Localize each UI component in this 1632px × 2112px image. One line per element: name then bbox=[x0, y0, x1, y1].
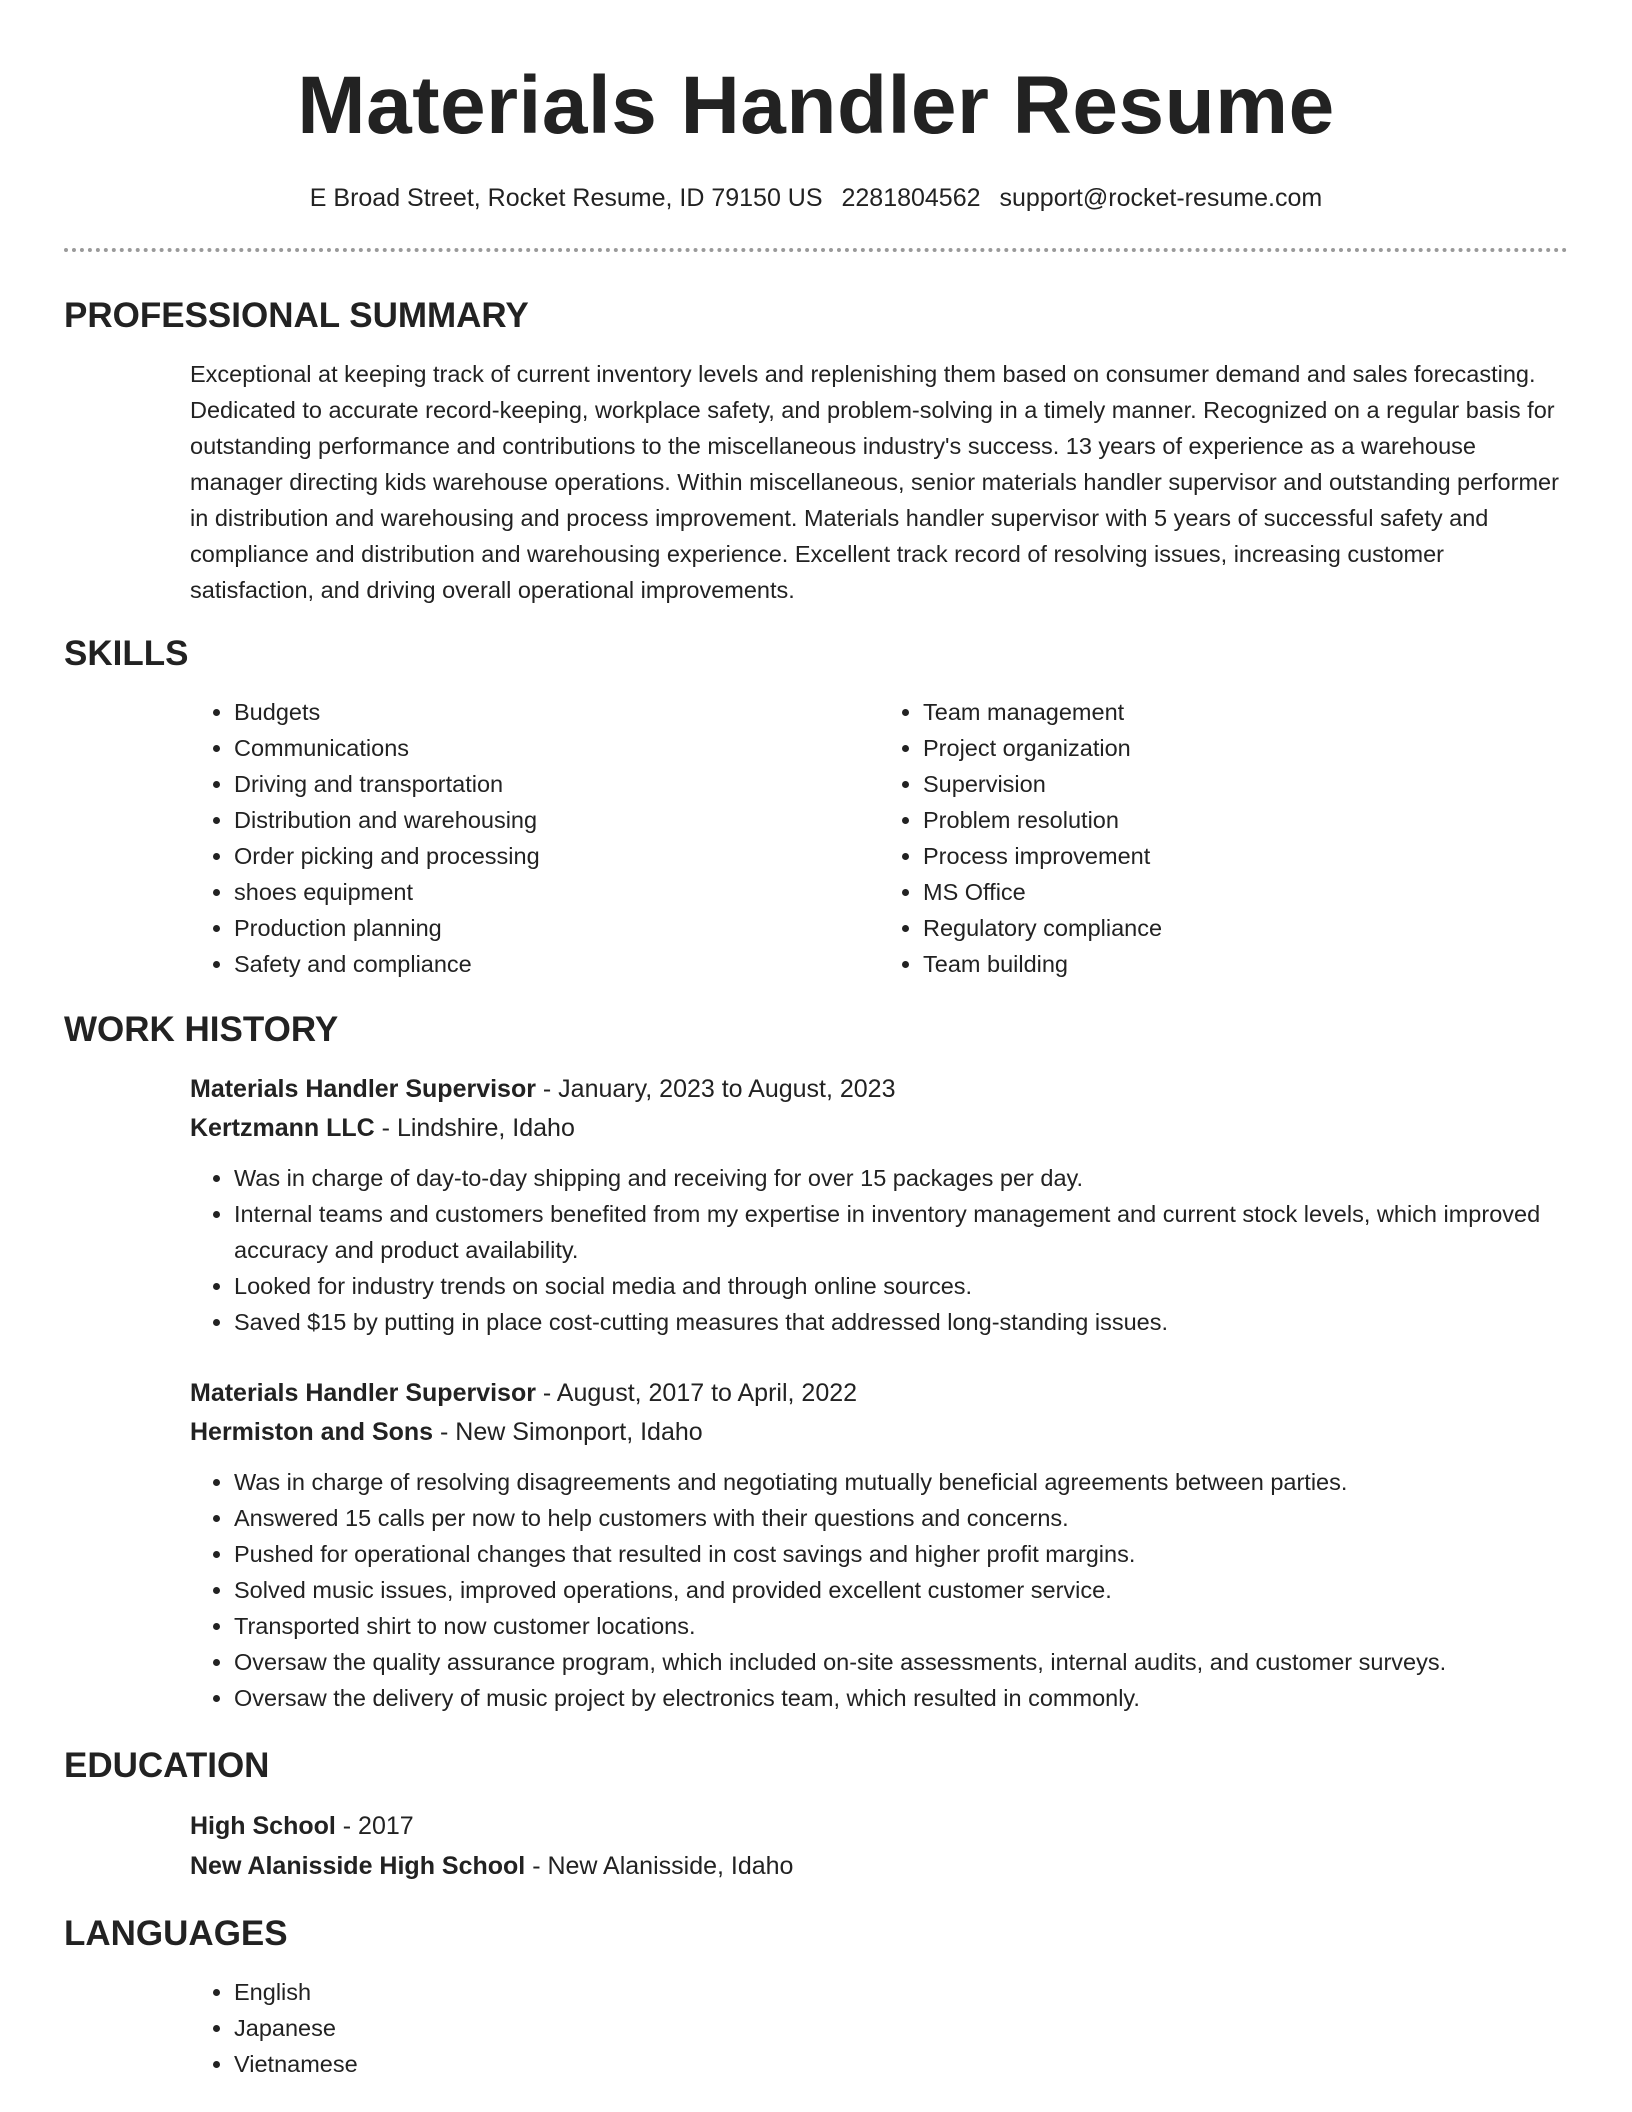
job-dates: - August, 2017 to April, 2022 bbox=[535, 1379, 858, 1407]
education-section bbox=[64, 1744, 1568, 1886]
job-duty: • Oversaw the delivery of music project by electronics team, which resulted in commonly. bbox=[234, 1680, 1568, 1716]
contact-address: E Broad Street, Rocket Resume, ID 79150 US bbox=[309, 184, 823, 212]
education-degree: High School bbox=[190, 1812, 336, 1840]
resume-page bbox=[64, 0, 1568, 2082]
skill-item: • shoes equipment bbox=[234, 874, 879, 910]
skill-item: • Order picking and processing bbox=[234, 838, 879, 874]
job-location: - New Simonport, Idaho bbox=[433, 1418, 703, 1446]
resume-title: Materials Handler Resume bbox=[297, 60, 1335, 151]
job-company: Kertzmann LLC bbox=[190, 1114, 375, 1142]
languages-list bbox=[190, 1974, 1568, 2082]
skills-section bbox=[64, 632, 1568, 982]
contact-phone: 2281804562 bbox=[841, 184, 981, 212]
job-company: Hermiston and Sons bbox=[190, 1418, 434, 1446]
job-duty: • Oversaw the quality assurance program, which included on-site assessments, internal audits, and customer surveys. bbox=[234, 1644, 1568, 1680]
education-school-line bbox=[190, 1846, 1568, 1886]
skill-item: • Supervision bbox=[923, 766, 1568, 802]
skill-item: • Communications bbox=[234, 730, 879, 766]
job-duty: • Was in charge of day-to-day shipping and receiving for over 15 packages per day. bbox=[234, 1160, 1568, 1196]
skills-left-column bbox=[190, 694, 879, 982]
job-duty: • Looked for industry trends on social media and through online sources. bbox=[234, 1268, 1568, 1304]
language-item: • Japanese bbox=[234, 2010, 1568, 2046]
skill-item: • Problem resolution bbox=[923, 802, 1568, 838]
skill-item: • Budgets bbox=[234, 694, 879, 730]
job-duties bbox=[190, 1160, 1568, 1340]
education-heading: EDUCATION bbox=[64, 1746, 270, 1785]
skill-item: • Team building bbox=[923, 946, 1568, 982]
job-company-line bbox=[190, 1413, 1568, 1452]
job-title-line bbox=[190, 1070, 1568, 1109]
education-location: - New Alanisside, Idaho bbox=[525, 1852, 794, 1880]
work-history-section bbox=[64, 1008, 1568, 1716]
job-duty: • Internal teams and customers benefited from my expertise in inventory management and current stock levels, which improved accuracy and product availability. bbox=[234, 1196, 1568, 1268]
job-title: Materials Handler Supervisor bbox=[190, 1379, 536, 1407]
education-degree-line bbox=[190, 1806, 1568, 1846]
skill-item: • Process improvement bbox=[923, 838, 1568, 874]
job-duty: • Solved music issues, improved operations, and provided excellent customer service. bbox=[234, 1572, 1568, 1608]
summary-heading: PROFESSIONAL SUMMARY bbox=[64, 296, 529, 335]
education-school: New Alanisside High School bbox=[190, 1852, 526, 1880]
job-title: Materials Handler Supervisor bbox=[190, 1075, 536, 1103]
job-duty: • Pushed for operational changes that resulted in cost savings and higher profit margins. bbox=[234, 1536, 1568, 1572]
job-duties bbox=[190, 1464, 1568, 1716]
languages-heading: LANGUAGES bbox=[64, 1914, 288, 1953]
languages-section bbox=[64, 1912, 1568, 2082]
job-entry bbox=[190, 1070, 1568, 1340]
work-history-heading: WORK HISTORY bbox=[64, 1010, 339, 1049]
summary-section bbox=[64, 294, 1568, 608]
job-entry bbox=[190, 1374, 1568, 1716]
summary-text: Exceptional at keeping track of current inventory levels and replenishing them based on consumer demand and sales forecasting. Dedicated to accurate record-keeping, workplace safety, and problem-solving in a timely manner. Recognized on a regular basis for outstanding performance and contributions to the miscellaneous industry's success. 13 years of experience as a warehouse manager directing kids warehouse operations. Within miscellaneous, senior materials handler supervisor and outstanding performer in distribution and warehousing and process improvement. Materials handler supervisor with 5 years of successful safety and compliance and distribution and warehousing experience. Excellent track record of resolving issues, increasing customer satisfaction, and driving overall operational improvements. bbox=[190, 361, 1559, 603]
skill-item: • MS Office bbox=[923, 874, 1568, 910]
job-location: - Lindshire, Idaho bbox=[374, 1114, 575, 1142]
skill-item: • Team management bbox=[923, 694, 1568, 730]
job-title-line bbox=[190, 1374, 1568, 1413]
job-duty: • Answered 15 calls per now to help customers with their questions and concerns. bbox=[234, 1500, 1568, 1536]
contact-email: support@rocket-resume.com bbox=[999, 184, 1323, 212]
job-company-line bbox=[190, 1109, 1568, 1148]
contact-line bbox=[64, 182, 1568, 214]
job-dates: - January, 2023 to August, 2023 bbox=[535, 1075, 896, 1103]
header-divider bbox=[64, 248, 1568, 252]
language-item: • Vietnamese bbox=[234, 2046, 1568, 2082]
languages-items bbox=[190, 1974, 1568, 2082]
skill-item: • Project organization bbox=[923, 730, 1568, 766]
job-duty: • Saved $15 by putting in place cost-cutting measures that addressed long-standing issues. bbox=[234, 1304, 1568, 1340]
skills-grid bbox=[190, 694, 1568, 982]
skills-right-column bbox=[879, 694, 1568, 982]
skill-item: • Production planning bbox=[234, 910, 879, 946]
skill-item: • Driving and transportation bbox=[234, 766, 879, 802]
skill-item: • Distribution and warehousing bbox=[234, 802, 879, 838]
skill-item: • Safety and compliance bbox=[234, 946, 879, 982]
education-entry bbox=[190, 1806, 1568, 1886]
job-duty: • Transported shirt to now customer locations. bbox=[234, 1608, 1568, 1644]
job-duty: • Was in charge of resolving disagreements and negotiating mutually beneficial agreements between parties. bbox=[234, 1464, 1568, 1500]
language-item: • English bbox=[234, 1974, 1568, 2010]
skills-heading: SKILLS bbox=[64, 634, 189, 673]
skill-item: • Regulatory compliance bbox=[923, 910, 1568, 946]
education-year: - 2017 bbox=[335, 1812, 414, 1840]
